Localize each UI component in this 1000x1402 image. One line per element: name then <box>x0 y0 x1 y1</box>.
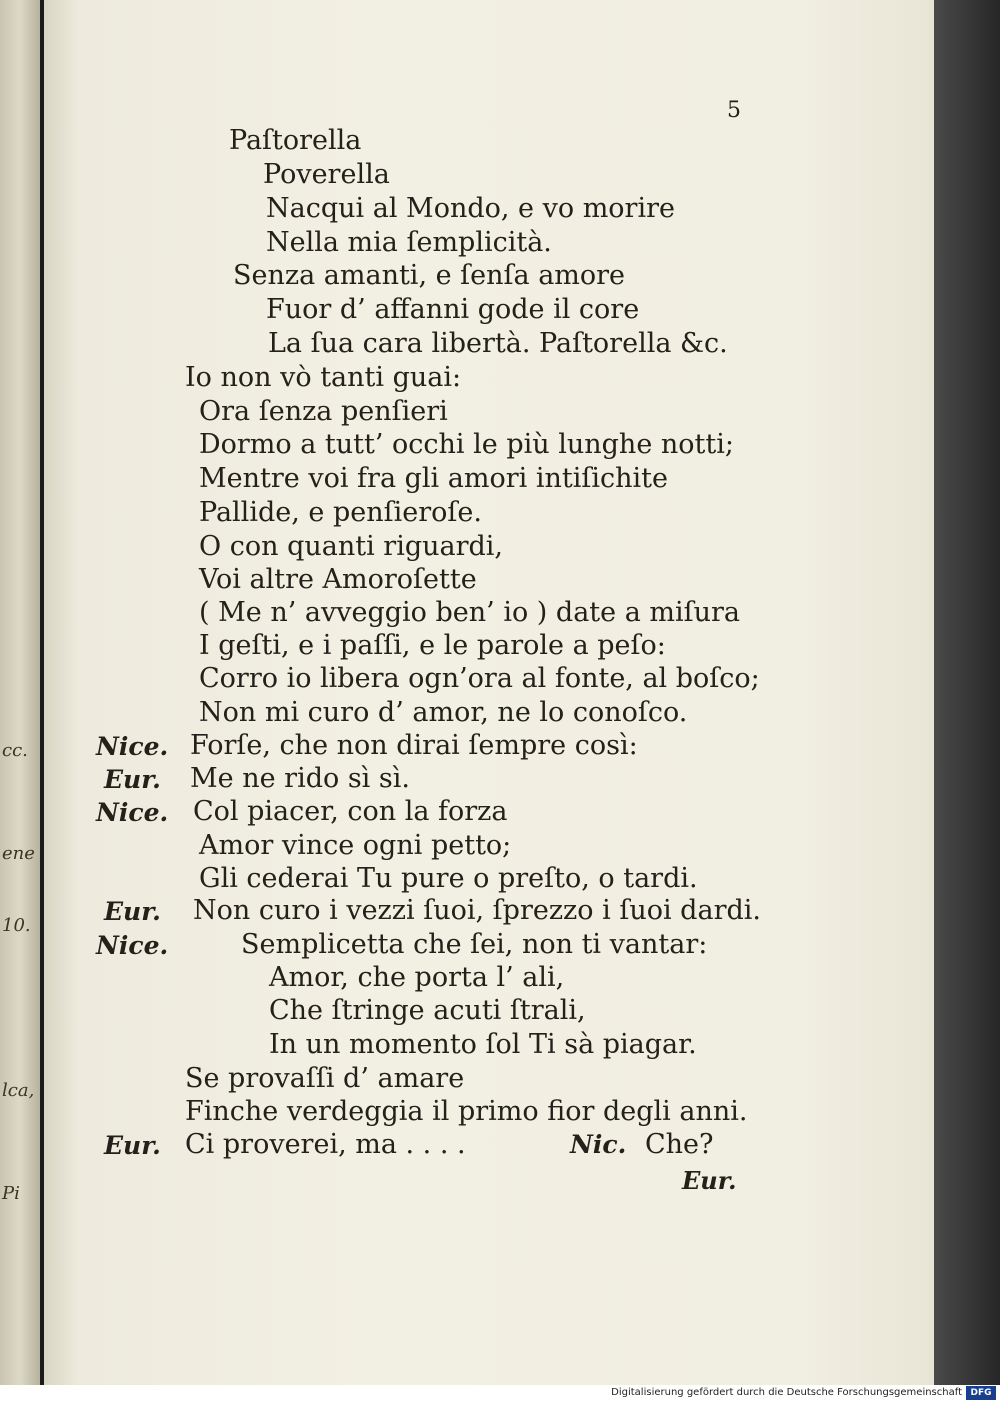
catchword: Eur. <box>682 1166 737 1195</box>
verse-line: Se provaſſi d’ amare <box>185 1063 465 1094</box>
verse-line: Dormo a tutt’ occhi le più lunghe notti; <box>199 429 734 460</box>
verse-line: Amor vince ogni petto; <box>199 830 512 861</box>
speaker-label: Nice. <box>96 931 169 960</box>
verse-line: O con quanti riguardi, <box>199 531 504 562</box>
digitization-footer <box>0 1385 1000 1402</box>
verse-line: In un momento ſol Ti sà piagar. <box>269 1029 697 1060</box>
verse-line: Me ne rido sì sì. <box>190 763 410 794</box>
speaker-label: Nice. <box>96 732 169 761</box>
verse-line: Io non vò tanti guai: <box>185 362 462 393</box>
speaker-label: Eur. <box>104 765 161 794</box>
verse-line: Gli cederai Tu pure o preſto, o tardi. <box>199 863 698 894</box>
facing-page-fragment: ene <box>2 843 35 864</box>
facing-page-fragment: lca, <box>2 1080 35 1101</box>
speaker-label: Nice. <box>96 798 169 827</box>
verse-line: Fuor d’ affanni gode il core <box>266 294 640 325</box>
verse-line: Ci proverei, ma . . . . <box>185 1129 466 1160</box>
verse-line: Forſe, che non dirai ſempre così: <box>190 730 638 761</box>
footer-credit: Digitalisierung gefördert durch die Deutsche Forschungsgemeinschaft <box>611 1387 962 1398</box>
verse-line: Semplicetta che ſei, non ti vantar: <box>241 929 708 960</box>
page-number: 5 <box>727 98 741 123</box>
verse-line: Non curo i vezzi ſuoi, ſprezzo i ſuoi dardi. <box>193 895 761 926</box>
verse-line: Nella mia ſemplicità. <box>266 227 552 258</box>
facing-page-fragment: Pi <box>2 1183 20 1204</box>
inline-speaker-label: Nic. <box>570 1130 627 1159</box>
speaker-label: Eur. <box>104 1131 161 1160</box>
verse-line: Voi altre Amoroſette <box>199 564 477 595</box>
verse-line: Nacqui al Mondo, e vo morire <box>266 193 675 224</box>
verse-line: Mentre voi fra gli amori intiſichite <box>199 463 668 494</box>
verse-line: Poverella <box>263 159 390 190</box>
scan-background-edge <box>934 0 1000 1385</box>
speaker-label: Eur. <box>104 897 161 926</box>
verse-line: Che ſtringe acuti ſtrali, <box>269 995 586 1026</box>
verse-line: Che? <box>645 1129 714 1160</box>
verse-line: Finche verdeggia il primo fior degli anni. <box>185 1096 748 1127</box>
verse-line: Pallide, e penſieroſe. <box>199 497 482 528</box>
verse-line: Non mi curo d’ amor, ne lo conoſco. <box>199 697 688 728</box>
verse-line: Corro io libera ogn’ora al fonte, al boſco; <box>199 663 760 694</box>
facing-page-edge <box>0 0 40 1385</box>
verse-line: ( Me n’ avveggio ben’ io ) date a miſura <box>199 597 741 628</box>
verse-line: I geſti, e i paſſi, e le parole a peſo: <box>199 630 666 661</box>
verse-line: Col piacer, con la forza <box>193 796 508 827</box>
verse-line: Senza amanti, e ſenſa amore <box>233 260 626 291</box>
verse-line: Amor, che porta l’ ali, <box>269 962 565 993</box>
verse-line: Paſtorella <box>229 125 362 156</box>
facing-page-fragment: cc. <box>2 740 28 761</box>
dfg-logo-icon: DFG <box>966 1386 996 1400</box>
verse-line: Ora ſenza penſieri <box>199 396 448 427</box>
facing-page-fragment: 10. <box>2 915 31 936</box>
verse-line: La ſua cara libertà. Paſtorella &c. <box>268 328 728 359</box>
